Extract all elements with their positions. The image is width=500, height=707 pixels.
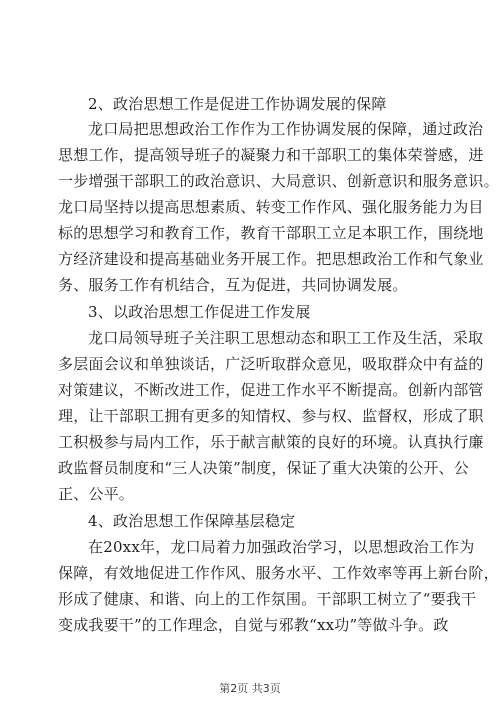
page-number-footer: 第2页 共3页	[219, 682, 281, 695]
text-line: 工积极参与局内工作，乐于献言献策的良好的环境。认真执行廉	[58, 433, 484, 451]
text-line: 政监督员制度和“三人决策”制度，保证了重大决策的公开、公	[58, 459, 469, 477]
text-line: 保障，有效地促进工作作风、服务水平、工作效率等再上新台阶，	[58, 564, 499, 582]
text-line: 形成了健康、和谐、向上的工作氛围。干部职工树立了“要我干	[58, 590, 477, 608]
section-3-paragraph	[58, 325, 484, 507]
text-line: 正、公平。	[58, 485, 135, 503]
text-line: 龙口局把思想政治工作作为工作协调发展的保障，通过政治	[88, 120, 484, 138]
text-line: 一步增强干部职工的政治意识、大局意识、创新意识和服务意识。	[58, 172, 499, 190]
text-line: 变成我要干”的工作理念，自觉与邪教“xx功”等做斗争。政	[58, 616, 449, 634]
section-2-heading: 2、政治思想工作是促进工作协调发展的保障	[88, 95, 387, 113]
text-line: 理，让干部职工拥有更多的知情权、参与权、监督权，形成了职	[58, 407, 484, 425]
section-2-paragraph	[58, 116, 499, 298]
section-3-heading: 3、以政治思想工作促进工作发展	[88, 303, 311, 321]
text-line: 务、服务工作有机结合，互为促进，共同协调发展。	[58, 276, 408, 294]
text-line: 龙口局领导班子关注职工思想动态和职工工作及生活，采取	[88, 329, 484, 347]
text-line: 龙口局坚持以提高思想素质、转变工作作风、强化服务能力为目	[58, 198, 484, 216]
text-line: 对策建议，不断改进工作，促进工作水平不断提高。创新内部管	[58, 381, 484, 399]
text-line: 在20xx年，龙口局着力加强政治学习，以思想政治工作为	[88, 538, 475, 556]
text-line: 思想工作，提高领导班子的凝聚力和干部职工的集体荣誉感，进	[58, 146, 484, 164]
text-line: 方经济建设和提高基础业务开展工作。把思想政治工作和气象业	[58, 250, 484, 268]
text-line: 多层面会议和单独谈话，广泛听取群众意见，吸取群众中有益的	[58, 355, 484, 373]
text-line: 标的思想学习和教育工作，教育干部职工立足本职工作，围绕地	[58, 224, 484, 242]
document-body	[58, 92, 499, 638]
section-4-heading: 4、政治思想工作保障基层稳定	[88, 512, 296, 530]
section-4-paragraph	[58, 534, 499, 638]
